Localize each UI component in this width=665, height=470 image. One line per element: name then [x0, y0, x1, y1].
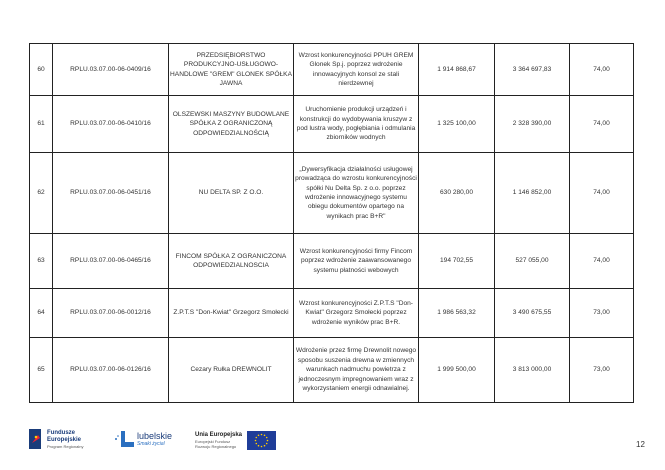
logo-slogan: Smaki życia! [137, 440, 166, 447]
cell-total: 527 055,00 [495, 234, 570, 289]
table-row [30, 96, 634, 153]
page-number: 12 [636, 440, 645, 449]
table-row [30, 338, 634, 403]
cell-points: 74,00 [570, 153, 634, 234]
cell-lp: 63 [30, 234, 53, 289]
cell-title: Wzrost konkurencyjności firmy Fincom poprzez wdrożenie zaawansowanego systemu płatności webowych [294, 234, 419, 289]
cell-lp: 60 [30, 44, 53, 96]
cell-funding: 630 280,00 [419, 153, 495, 234]
cell-applicant: NU DELTA SP. Z O.O. [169, 153, 294, 234]
eu-star-icon [266, 443, 268, 445]
lubelskie-logo [113, 430, 172, 448]
cell-total: 3 364 697,83 [495, 44, 570, 96]
eu-star-icon [256, 443, 258, 445]
cell-points: 74,00 [570, 96, 634, 153]
logo-text: lubelskie [137, 430, 173, 441]
eu-star-icon [266, 437, 268, 439]
cell-applicant: PRZEDSIĘBIORSTWO PRODUKCYJNO-USŁUGOWO-HANDLOWE "GREM" GLONEK SPÓŁKA JAWNA [169, 44, 294, 96]
cell-points: 73,00 [570, 289, 634, 338]
cell-lp: 61 [30, 96, 53, 153]
eu-star-icon [258, 445, 260, 447]
cell-applicant: FINCOM SPÓŁKA Z OGRANICZONA ODPOWIEDZIALNOSCIA [169, 234, 294, 289]
cell-number: RPLU.03.07.00-06-0012/16 [53, 289, 169, 338]
cell-points: 74,00 [570, 234, 634, 289]
cell-total: 1 146 852,00 [495, 153, 570, 234]
cell-funding: 1 914 868,67 [419, 44, 495, 96]
cell-title: Wzrost konkurencyjności PPUH GREM Glonek Sp.j. poprzez wdrożenie innowacyjnych konsol ze stali nierdzewnej [294, 44, 419, 96]
logo-text: Europejskie [47, 436, 82, 443]
cell-total: 3 813 000,00 [495, 338, 570, 403]
fe-flag-icon [29, 429, 43, 449]
lubelskie-l-icon [113, 430, 135, 448]
cell-total: 2 328 390,00 [495, 96, 570, 153]
cell-number: RPLU.03.07.00-06-0126/16 [53, 338, 169, 403]
cell-number: RPLU.03.07.00-06-0410/16 [53, 96, 169, 153]
projects-table [29, 43, 634, 403]
cell-applicant: OLSZEWSKI MASZYNY BUDOWLANE SPÓŁKA Z OGRANICZONĄ ODPOWIEDZIALNOŚCIĄ [169, 96, 294, 153]
eu-star-icon [258, 435, 260, 437]
cell-lp: 64 [30, 289, 53, 338]
logo-subtext: Europejski Fundusz [195, 439, 231, 444]
cell-lp: 65 [30, 338, 53, 403]
logo-subtext: Rozwoju Regionalnego [195, 444, 237, 449]
cell-total: 3 490 675,55 [495, 289, 570, 338]
eu-star-icon [256, 437, 258, 439]
cell-title: Wdrożenie przez firmę Drewnolit nowego sposobu suszenia drewna w zmiennych warunkach nadmuchu powietrza z jednoczesnym impregnowaniem wraz z wykorzystaniem energii odnawialnej. [294, 338, 419, 403]
eu-star-icon [267, 440, 269, 442]
table-row [30, 289, 634, 338]
cell-funding: 1 999 500,00 [419, 338, 495, 403]
logo-text: Fundusze [47, 429, 75, 436]
cell-applicant: Cezary Rułka DREWNOLIT [169, 338, 294, 403]
cell-funding: 194 702,55 [419, 234, 495, 289]
eu-star-icon [264, 435, 266, 437]
cell-applicant: Z.P.T.S "Don-Kwiat" Grzegorz Smołecki [169, 289, 294, 338]
table-row [30, 234, 634, 289]
cell-number: RPLU.03.07.00-06-0465/16 [53, 234, 169, 289]
eu-flag-icon [247, 431, 276, 450]
eu-star-icon [255, 440, 257, 442]
cell-title: Wzrost konkurencyjności Z.P.T.S "Don-Kwiat" Grzegorz Smołecki poprzez wdrożenie wyników prac B+R. [294, 289, 419, 338]
table-row [30, 44, 634, 96]
logo-subtext: Program Regionalny [47, 443, 84, 449]
cell-points: 74,00 [570, 44, 634, 96]
eu-star-icon [261, 446, 263, 448]
cell-title: Uruchomienie produkcji urządzeń i konstrukcji do wydobywania kruszyw z pod lustra wody, pogłębiania i odmulania zbiorników wodnych [294, 96, 419, 153]
cell-number: RPLU.03.07.00-06-0451/16 [53, 153, 169, 234]
logo-text: Unia Europejska [195, 432, 243, 438]
eu-star-icon [261, 434, 263, 436]
cell-points: 73,00 [570, 338, 634, 403]
cell-number: RPLU.03.07.00-06-0409/16 [53, 44, 169, 96]
fundusze-europejskie-logo [29, 429, 83, 449]
cell-lp: 62 [30, 153, 53, 234]
eu-star-icon [264, 445, 266, 447]
cell-title: „Dywersyfikacja działalności usługowej prowadząca do wzrostu konkurencyjności spółki Nu Delta Sp. z o.o. poprzez wdrożenie innowacyjnego systemu obiegu dokumentów opartego na wynikach prac B+R" [294, 153, 419, 234]
cell-funding: 1 986 563,32 [419, 289, 495, 338]
table-row [30, 153, 634, 234]
eu-logo [195, 431, 276, 450]
cell-funding: 1 325 100,00 [419, 96, 495, 153]
